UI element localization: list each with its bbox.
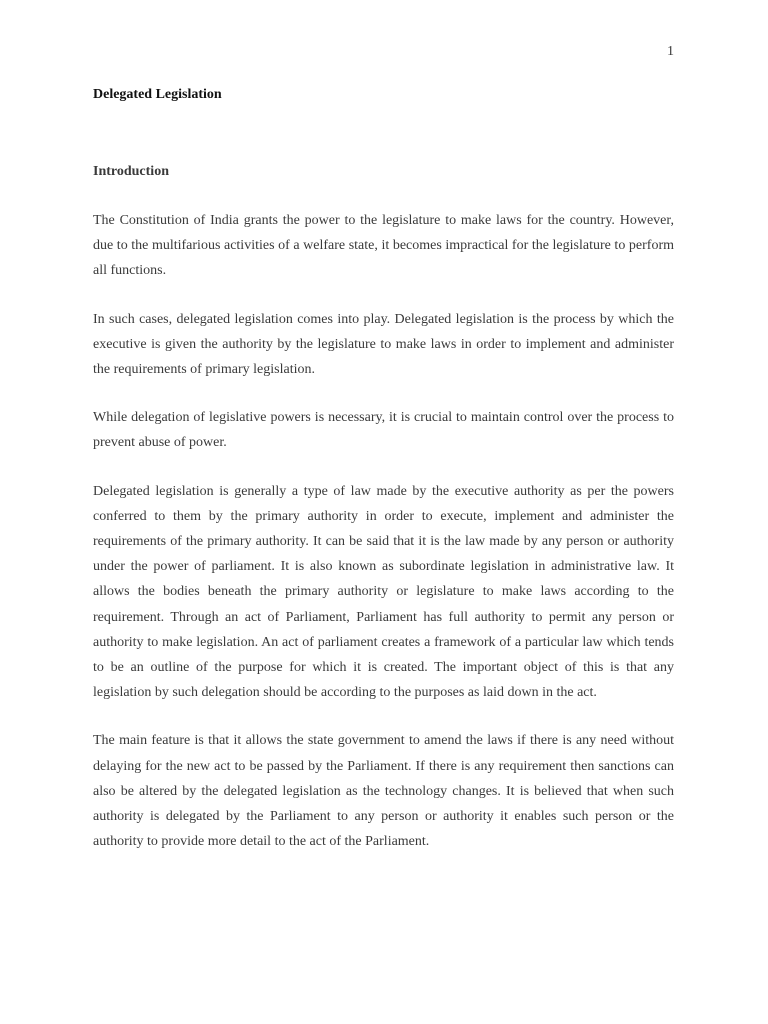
- document-title: Delegated Legislation: [93, 87, 222, 102]
- section-heading-introduction: Introduction: [93, 164, 169, 179]
- paragraph-3: While delegation of legislative powers is necessary, it is crucial to maintain control over the process to prevent abuse of power.: [93, 410, 674, 451]
- paragraph-1: The Constitution of India grants the power to the legislature to make laws for the country. However, due to the multifarious activities of a welfare state, it becomes impractical for the legislature to perform all functions.: [93, 213, 674, 279]
- paragraph-2: In such cases, delegated legislation comes into play. Delegated legislation is the process by which the executive is given the authority by the legislature to make laws in order to implement and administer the requirements of primary legislation.: [93, 311, 674, 378]
- paragraph-4: Delegated legislation is generally a type of law made by the executive authority as per the powers conferred to them by the primary authority in order to execute, implement and administer the requirements of the primary authority. It can be said that it is the law made by any person or authority under the power of parliament. It is also known as subordinate legislation in administrative law. It allows the bodies beneath the primary authority or legislature to make laws according to the requirement. Through an act of Parliament, Parliament has full authority to permit any person or authority to make legislation. An act of parliament creates a framework of a particular law which tends to be an outline of the purpose for which it is created. The important object of this is that any legislation by such delegation should be according to the purposes as laid down in the act.: [93, 483, 674, 701]
- page-number: 1: [667, 44, 674, 59]
- paragraph-5: The main feature is that it allows the state government to amend the laws if there is any need without delaying for the new act to be passed by the Parliament. If there is any requirement then sanctions can also be altered by the delegated legislation as the technology changes. It is believed that when such authority is delegated by the Parliament to any person or authority it enables such person or the authority to provide more detail to the act of the Parliament.: [93, 733, 674, 850]
- body-text: [93, 208, 674, 877]
